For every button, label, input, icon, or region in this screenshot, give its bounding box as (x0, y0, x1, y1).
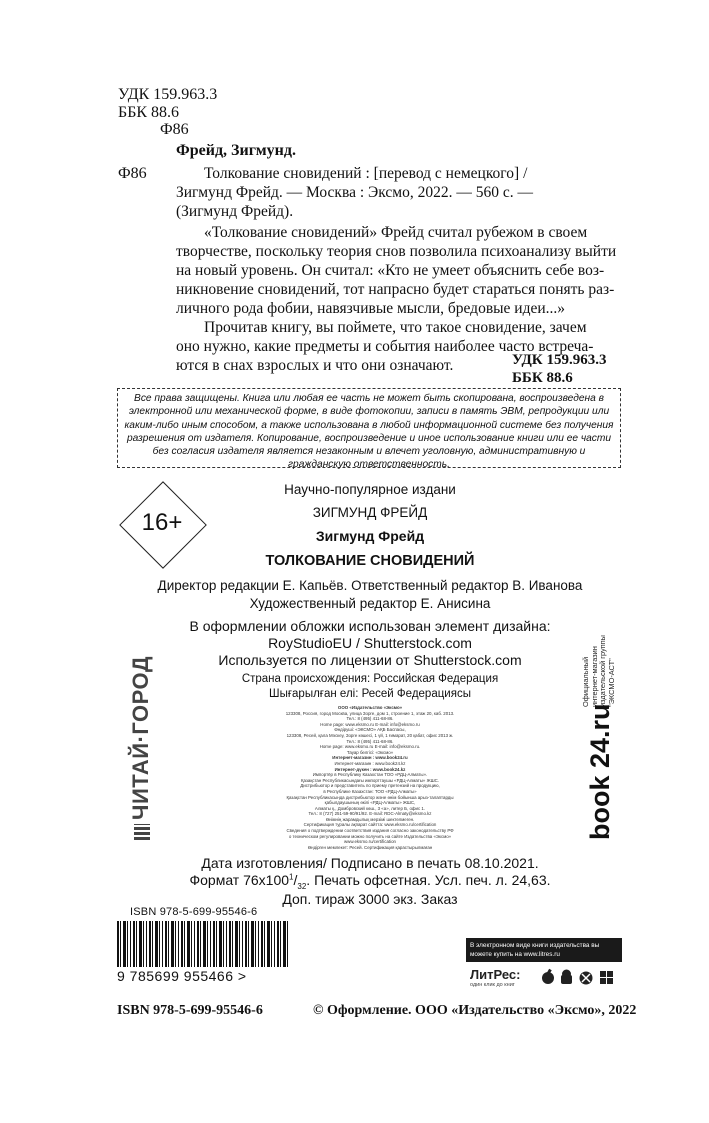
imprint-line: о техническом регулировании можно получить на сайте Издательства «Эксмо» (288, 833, 452, 839)
imprint-line: Алматы қ., Домбровский көш., 3 «а», литер Б, офис 1. (314, 805, 426, 811)
side-mark: Ф86 (118, 165, 147, 182)
bibliographic-description (176, 164, 622, 221)
annotation-line: Прочитав книгу, вы поймете, что такое сновидение, зачем (204, 319, 587, 336)
format-line: Формат $76х100^1/_{32}$. Печать офсетная. Усл. печ. л. 24,63. (189, 872, 551, 891)
series-name: ЗИГМУНД ФРЕЙД (312, 505, 428, 520)
imprint-line: 123308, Россия, город Москва, улица Зорге, дом 1, строение 1, этаж 20, каб. 2013. (285, 710, 455, 716)
origin-kz: Шығарылған елі: Ресей Федерациясы (269, 688, 471, 700)
imprint-line: Тел.: 8 (495) 411-68-86. (346, 716, 394, 722)
isbn-top: ISBN 978-5-699-95546-6 (130, 906, 258, 918)
xbox-icon (580, 972, 593, 985)
litres-tagline: один клик до книг (470, 982, 515, 988)
imprint-line: Өндірген мемлекет: Ресей. Сертификация қарастырылмаған (307, 844, 433, 850)
rights-notice: Все права защищены. Книга или любая ее часть не может быть скопирована, воспроизведена в электронной или механической форме, в виде фотокопии, записи в память ЭВМ, репродукции или каким-либо иным способом, а также использована в любой информационной системе без получения разрешения от издателя. Копирование, воспроизведение и иное использование книги или ее части без согласия издателя является незаконным и влечет уголовную, административную и гражданскую ответственность. (117, 388, 621, 468)
cover-design-credit (150, 618, 590, 669)
windows-icon (600, 971, 613, 984)
annotation-line: «Толкование сновидений» Фрейд считал рубежом в своем (204, 224, 588, 241)
chitai-gorod-logo: ЧИТАЙ·ГОРОД (128, 656, 154, 840)
imprint-line: Интернет-дүкен : www.book24.kz (334, 766, 406, 772)
age-rating: 16+ (141, 509, 183, 536)
imprint-line: www.eksmo.ru/certification (344, 839, 396, 845)
book24-logo: book 24.ru (585, 703, 615, 840)
litres-banner: В электронном виде книги издательства вы можете купить на www.litres.ru (466, 938, 622, 962)
art-editor-line: Художественный редактор Е. Анисина (249, 596, 491, 611)
annotation-line: никновение сновидений, тот напрасно будет стараться понять раз- (176, 281, 615, 298)
imprint-line: Қазақстан Республикасындағы импорттаушы «РДЦ-Алматы» ЖШС. (300, 777, 440, 783)
litres-logo: ЛитРес: (470, 967, 521, 982)
cover-design-line: Используется по лицензии от Shutterstock.com (218, 652, 522, 668)
udk-bottom: УДК 159.963.3 (512, 352, 607, 368)
imprint-line: Интернет-магазин : www.book24.ru (332, 755, 408, 761)
imprint-line: 123308, Ресей, қала Мәскеу, Зорге көшесі, 1 үй, 1 ғимарат, 20 қабат, офис 2013 ж. (286, 732, 454, 738)
isbn-bottom: ISBN 978-5-699-95546-6 (117, 1003, 263, 1018)
imprint-line: Өндіруші: «ЭКСМО» АҚБ Баспасы, (334, 727, 406, 733)
annotation-line: творчестве, поскольку теория снов позволила психоанализу выйти (176, 243, 617, 260)
udk-code: УДК 159.963.3 (118, 86, 218, 103)
bbk-code: ББК 88.6 (118, 104, 180, 121)
imprint-line: Қазақстан Республикасында дистрибьютор және өнім бойынша арыз-талаптарды (286, 794, 454, 800)
edition-type: Научно-популярное издани (284, 482, 456, 497)
book-title: ТОЛКОВАНИЕ СНОВИДЕНИЙ (265, 553, 475, 569)
author-mark: Ф86 (160, 121, 189, 138)
official-store-text: Официальный интернет-магазин издательской группы "ЭКСМО-АСТ" (581, 635, 616, 707)
chitai-gorod-bars-icon (134, 824, 150, 840)
production-date: Дата изготовления/ Подписано в печать 08.10.2021. (201, 855, 539, 871)
annotation-line: на новый уровень. Он считал: «Кто не умеет объяснить себе воз- (176, 262, 605, 279)
imprint-line: Тауар белгісі: «Эксмо» (346, 749, 394, 755)
imprint-line: в Республике Казахстан: ТОО «РДЦ-Алматы» (323, 788, 417, 794)
imprint-line: Дистрибьютор и представитель по приему претензий на продукцию, (300, 783, 440, 789)
copyright: © Оформление. ООО «Издательство «Эксмо», 2022 (313, 1003, 637, 1018)
author-name: Зигмунд Фрейд (315, 528, 425, 544)
apple-icon (542, 969, 554, 984)
bib-line: Зигмунд Фрейд. — Москва : Эксмо, 2022. — 560 с. — (176, 184, 533, 201)
annotation-line: личного рода фобии, навязчивые мысли, бредовые идеи...» (176, 300, 566, 317)
imprint-line: Home page: www.eksmo.ru E-mail: info@eksmo.ru (320, 721, 420, 727)
bib-line: (Зигмунд Фрейд). (176, 203, 294, 220)
bib-line: Толкование сновидений : [перевод с немецкого] / (204, 165, 528, 182)
print-run: Доп. тираж 3000 экз. Заказ (282, 891, 458, 907)
editors-line: Директор редакции Е. Капьёв. Ответственный редактор В. Иванова (157, 578, 583, 593)
annotation-line: ются в снах взрослых и что они означают. (176, 357, 454, 374)
isbn-barcode (117, 921, 289, 967)
android-icon (561, 970, 572, 985)
imprint-line: Home page: www.eksmo.ru E-mail: info@eksmo.ru. (319, 744, 421, 750)
imprint-line: Сертификация туралы ақпарат сайтта: www.eksmo.ru/certification (303, 822, 437, 828)
cover-design-line: RoyStudioEU / Shutterstock.com (268, 635, 472, 651)
imprint-line: қабылдаушының өкілі «РДЦ-Алматы» ЖШС, (324, 800, 416, 806)
imprint-line: Тел.: 8 (727) 251-59-90/91/92. E-mail: RDC-Almaty@eksmo.kz (308, 811, 432, 817)
annotation-line: оно нужно, какие предметы и события наиболее часто встреча- (176, 338, 594, 355)
imprint-line: ООО «Издательство «Эксмо» (337, 705, 403, 710)
imprint-line: Интернет-магазин : www.book24.kz (334, 760, 406, 766)
cover-design-line: В оформлении обложки использован элемент дизайна: (189, 618, 551, 634)
imprint-line: Сведения о подтверждении соответствия издания согласно законодательству РФ (286, 828, 454, 834)
publisher-imprint (230, 705, 510, 850)
author-heading: Фрейд, Зигмунд. (176, 142, 296, 159)
imprint-line: Тел.: 8 (495) 411-68-86. (346, 738, 394, 744)
bbk-bottom: ББК 88.6 (512, 370, 573, 386)
imprint-line: Өнімнің жарамдылық мерзімі шектелмеген. (325, 816, 415, 822)
origin-ru: Страна происхождения: Российская Федерация (241, 673, 499, 685)
barcode-digits: 9 785699 955466 > (117, 968, 247, 984)
app-platform-icons (540, 968, 620, 986)
imprint-line: Импортёр в Республику Казахстан ТОО «РДЦ-Алматы». (312, 772, 428, 778)
